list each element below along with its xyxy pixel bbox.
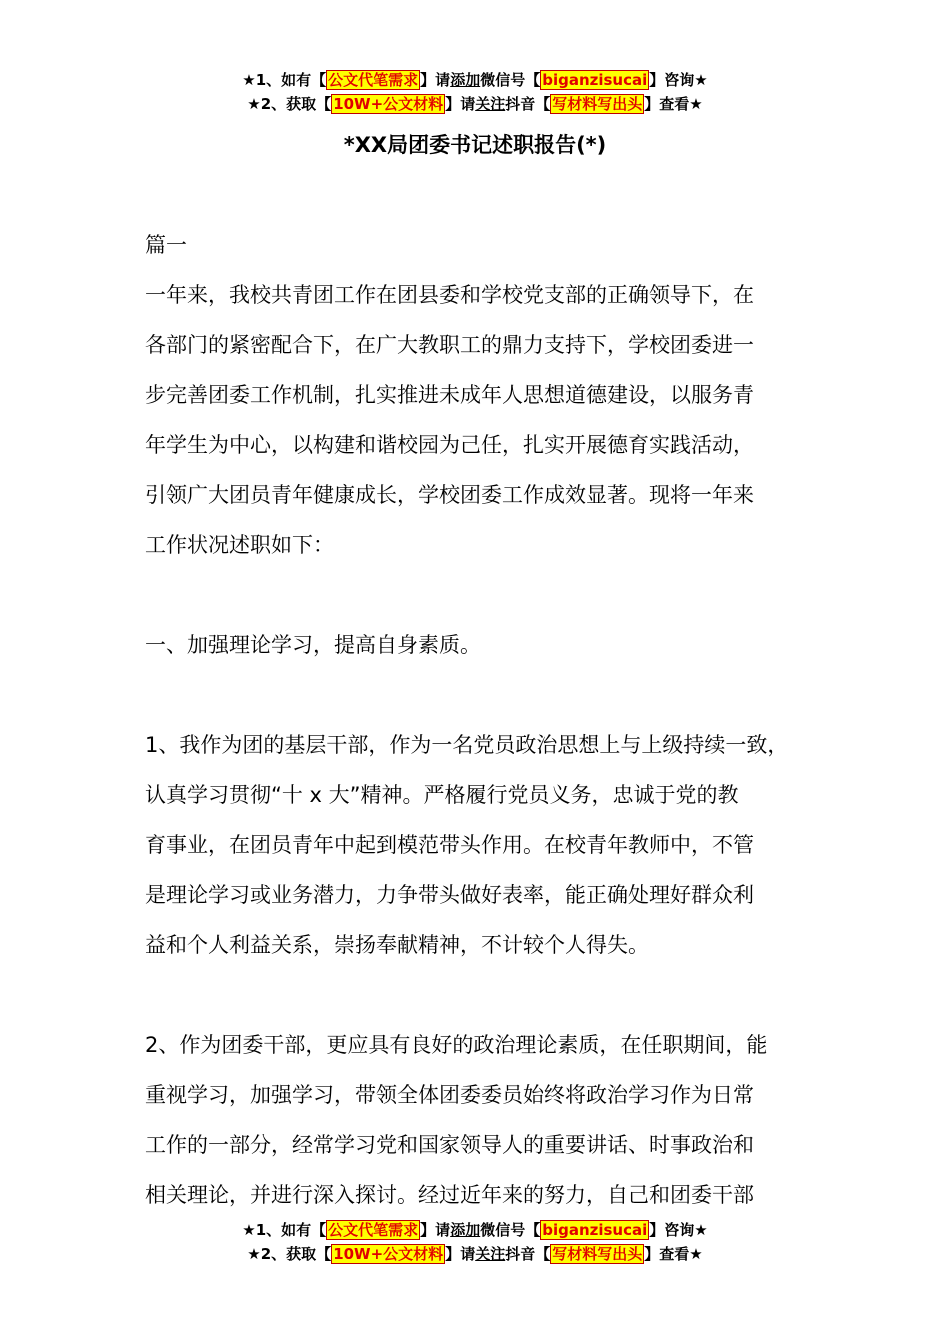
- spacer: [145, 970, 835, 1020]
- intro-line: 引领广大团员青年健康成长，学校团委工作成效显著。现将一年来: [145, 483, 754, 507]
- intro-paragraph: [145, 270, 835, 570]
- banner-line-2: ★2、获取【 10W+公文材料 】请关注抖音【 写材料写出头 】查看★: [247, 95, 703, 113]
- section-label: 篇一: [145, 233, 187, 257]
- point-2-line: 重视学习，加强学习，带领全体团委委员始终将政治学习作为日常: [145, 1083, 754, 1107]
- intro-line: 一年来，我校共青团工作在团县委和学校党支部的正确领导下，在: [145, 283, 754, 307]
- footer-banner: [0, 1218, 950, 1266]
- point-2-line: 相关理论，并进行深入探讨。经过近年来的努力，自己和团委干部: [145, 1183, 754, 1207]
- point-1-line: 益和个人利益关系，崇扬奉献精神，不计较个人得失。: [145, 933, 649, 957]
- banner-line-1: ★1、如有【 公文代笔需求 】请添加微信号【 biganzisucai 】咨询★: [242, 1221, 708, 1239]
- banner-highlight-service: 公文代笔需求: [328, 71, 419, 89]
- intro-line: 工作状况述职如下：: [145, 533, 334, 557]
- banner-highlight-wechat: biganzisucai: [542, 1221, 648, 1239]
- banner-line-2: ★2、获取【 10W+公文材料 】请关注抖音【 写材料写出头 】查看★: [247, 1245, 703, 1263]
- banner-highlight-materials: 10W+公文材料: [333, 95, 444, 113]
- point-2-line: 工作的一部分，经常学习党和国家领导人的重要讲话、时事政治和: [145, 1133, 754, 1157]
- banner-highlight-douyin: 写材料写出头: [552, 95, 643, 113]
- banner-highlight-service: 公文代笔需求: [328, 1221, 419, 1239]
- point-2-paragraph: [145, 1020, 835, 1220]
- document-body: [145, 220, 835, 1220]
- intro-line: 各部门的紧密配合下，在广大教职工的鼎力支持下，学校团委进一: [145, 333, 754, 357]
- spacer: [145, 670, 835, 720]
- banner-highlight-materials: 10W+公文材料: [333, 1245, 444, 1263]
- point-1-line: 是理论学习或业务潜力，力争带头做好表率，能正确处理好群众利: [145, 883, 754, 907]
- document-title: *XX局团委书记述职报告(*): [343, 133, 607, 157]
- intro-line: 步完善团委工作机制，扎实推进未成年人思想道德建设，以服务青: [145, 383, 754, 407]
- header-banner: [0, 68, 950, 116]
- spacer: [145, 570, 835, 620]
- banner-highlight-douyin: 写材料写出头: [552, 1245, 643, 1263]
- point-1-line: 1、我作为团的基层干部，作为一名党员政治思想上与上级持续一致，: [145, 733, 789, 757]
- point-1-line: 育事业，在团员青年中起到模范带头作用。在校青年教师中，不管: [145, 833, 754, 857]
- point-1-paragraph: [145, 720, 835, 970]
- banner-line-1: ★1、如有【 公文代笔需求 】请添加微信号【 biganzisucai 】咨询★: [242, 71, 708, 89]
- heading-1: 一、加强理论学习，提高自身素质。: [145, 633, 481, 657]
- point-2-line: 2、作为团委干部，更应具有良好的政治理论素质，在任职期间，能: [145, 1033, 768, 1057]
- point-1-line: 认真学习贯彻“十 x 大”精神。严格履行党员义务，忠诚于党的教: [145, 783, 739, 807]
- banner-highlight-wechat: biganzisucai: [542, 71, 648, 89]
- intro-line: 年学生为中心，以构建和谐校园为己任，扎实开展德育实践活动，: [145, 433, 754, 457]
